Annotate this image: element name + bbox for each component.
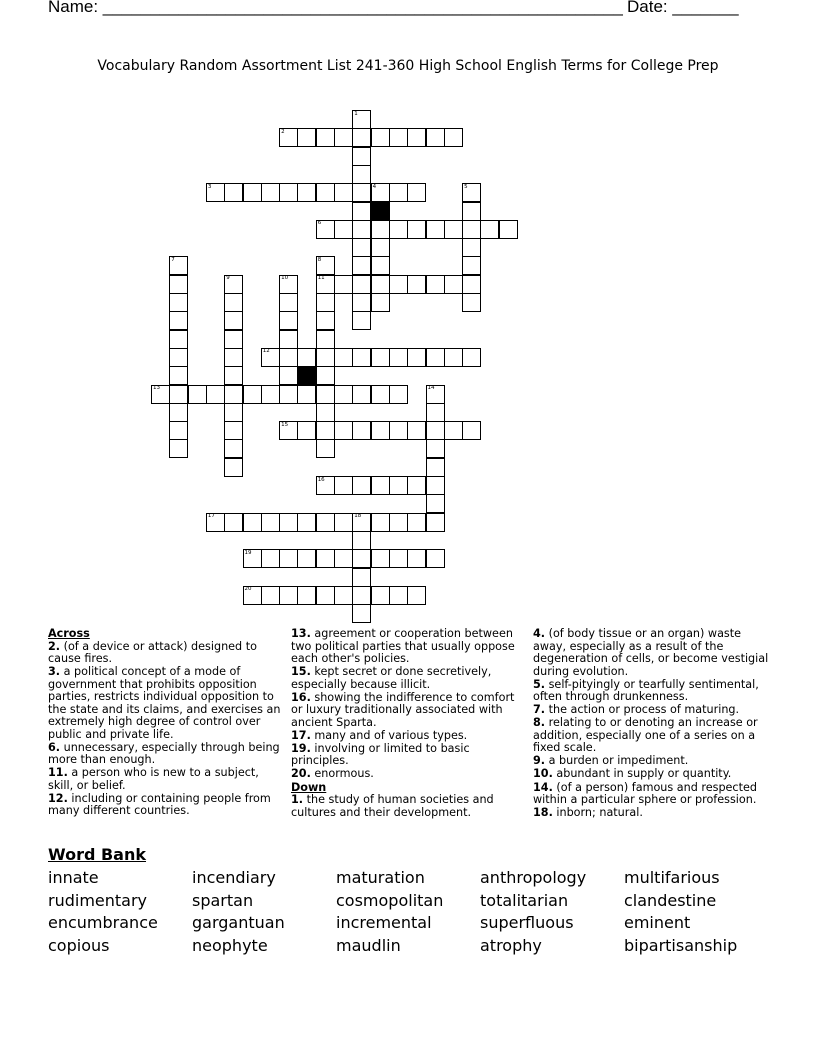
grid-cell[interactable] [352,183,371,202]
clue-number: 19 [244,549,252,556]
down-clue [291,794,527,819]
grid-cell[interactable] [334,549,353,568]
clue-column-2 [291,628,527,820]
across-clue [291,666,527,691]
grid-cell[interactable] [462,421,481,440]
down-clue [533,807,769,820]
clue-text: (of body tissue or an organ) waste away, especially as a result of the degeneration of cells, or become vestigial during evolution. [533,627,769,678]
grid-cell[interactable] [499,220,518,239]
word-bank-word: rudimentary [48,890,148,910]
clue-number: 8. [533,716,546,730]
grid-cell[interactable] [389,128,408,147]
grid-cell[interactable] [352,604,371,623]
clue-number: 14 [427,385,435,391]
grid-cell[interactable] [316,421,335,440]
clue-number: 3 [207,183,212,190]
grid-cell[interactable] [371,513,390,532]
across-clue [48,666,284,741]
down-clue [533,755,769,768]
grid-cell[interactable] [279,311,298,330]
grid-cell[interactable] [279,366,298,385]
word-bank [48,867,788,957]
clue-number: 6. [48,740,61,754]
grid-cell[interactable] [371,256,390,275]
grid-cell[interactable] [444,220,463,239]
grid-cell[interactable] [426,128,445,147]
grid-cell[interactable] [224,348,243,367]
clue-text: a political concept of a mode of government that prohibits opposition parties, restricts individual opposition to the state and its claims, and exercises an extremely high degree of control over public and private life. [48,665,281,741]
clue-number: 3. [48,665,61,679]
across-clue [291,743,527,768]
word-bank-word: clandestine [624,890,717,910]
clue-number: 5 [464,183,468,190]
grid-cell[interactable] [316,183,335,202]
word-bank-word: neophyte [192,935,268,955]
grid-cell[interactable] [334,348,353,367]
black-square [371,202,390,221]
clue-number: 13 [153,385,160,391]
grid-cell[interactable] [297,348,316,367]
grid-cell[interactable] [444,128,463,147]
grid-cell[interactable] [316,549,335,568]
grid-cell[interactable] [224,293,243,312]
word-bank-word: spartan [192,890,254,910]
across-heading: Across [48,627,90,640]
grid-cell[interactable] [426,549,445,568]
grid-cell[interactable] [407,348,426,367]
grid-cell[interactable] [316,586,335,605]
grid-cell[interactable] [224,439,243,458]
grid-cell[interactable] [224,366,243,385]
clue-text: the action or process of maturing. [545,703,740,717]
grid-cell[interactable] [243,183,262,202]
clue-number: 4 [372,183,377,190]
clue-text: involving or limited to basic principles. [291,741,470,768]
grid-cell[interactable] [426,275,445,294]
grid-cell[interactable] [334,586,353,605]
clue-text: the study of human societies and cultures and their development. [291,793,494,819]
word-bank-word: incremental [336,913,432,933]
grid-cell[interactable] [316,385,335,404]
grid-cell[interactable] [316,439,335,458]
grid-cell[interactable] [206,385,225,404]
grid-cell[interactable] [297,586,316,605]
clue-number: 17. [291,728,311,742]
grid-cell[interactable] [334,183,353,202]
grid-cell[interactable] [224,385,243,404]
clue-text: a person who is new to a subject, skill, or belief. [48,766,259,792]
clue-column-3 [533,628,769,820]
grid-cell[interactable] [297,385,316,404]
grid-cell[interactable] [334,421,353,440]
grid-cell[interactable] [316,348,335,367]
grid-cell[interactable] [169,348,188,367]
clue-text: showing the indifference to comfort or luxury traditionally associated with ancient Sparta. [291,690,515,729]
grid-cell[interactable] [352,256,371,275]
grid-cell[interactable] [297,128,316,147]
grid-cell[interactable] [444,348,463,367]
grid-cell[interactable] [426,494,445,513]
grid-cell[interactable] [352,220,371,239]
grid-cell[interactable] [224,403,243,422]
clue-number: 9 [226,275,230,282]
grid-cell[interactable] [389,183,408,202]
grid-cell[interactable] [279,586,298,605]
grid-cell[interactable] [426,220,445,239]
grid-cell[interactable] [352,549,371,568]
grid-cell[interactable] [316,513,335,532]
clue-column-1 [48,628,284,818]
across-clue [291,768,527,781]
grid-cell[interactable] [371,421,390,440]
clue-text: including or containing people from many different countries. [48,791,271,818]
word-bank-word: atrophy [480,935,542,955]
clue-text: inborn; natural. [552,806,643,820]
clue-text: (of a device or attack) designed to cause fires. [48,639,257,665]
grid-cell[interactable] [316,293,335,312]
clue-number: 11 [317,275,325,282]
clue-number: 17 [207,513,215,520]
grid-cell[interactable] [316,403,335,422]
grid-cell[interactable] [352,147,371,166]
word-bank-word: incendiary [192,868,276,887]
across-clue [291,628,527,666]
clue-number: 7 [171,256,175,263]
grid-cell[interactable] [297,549,316,568]
clue-number: 16. [291,690,311,704]
grid-cell[interactable] [169,293,188,312]
grid-cell[interactable] [462,275,481,294]
clue-number: 15 [281,421,289,428]
grid-cell[interactable] [389,348,408,367]
grid-cell[interactable] [352,568,371,587]
grid-cell[interactable] [407,549,426,568]
grid-cell[interactable] [426,513,445,532]
grid-cell[interactable] [480,220,499,239]
grid-cell[interactable] [224,183,243,202]
grid-cell[interactable] [316,366,335,385]
grid-cell[interactable] [352,128,371,147]
grid-cell[interactable] [462,238,481,257]
grid-cell[interactable] [224,513,243,532]
grid-cell[interactable] [352,348,371,367]
grid-cell[interactable] [169,366,188,385]
clue-text: kept secret or done secretively, especially because illicit. [291,665,492,691]
clue-text: self-pityingly or tearfully sentimental, often through drunkenness. [533,677,759,704]
down-clue [533,628,769,678]
grid-cell[interactable] [389,421,408,440]
grid-cell[interactable] [297,183,316,202]
grid-cell[interactable] [371,238,390,257]
grid-cell[interactable] [407,220,426,239]
clue-number: 20 [244,586,252,593]
clue-number: 15. [291,665,311,679]
grid-cell[interactable] [169,330,188,349]
grid-cell[interactable] [169,403,188,422]
clue-number: 5. [533,677,546,691]
grid-cell[interactable] [169,421,188,440]
grid-cell[interactable] [352,165,371,184]
grid-cell[interactable] [334,513,353,532]
grid-cell[interactable] [224,458,243,477]
grid-cell[interactable] [389,513,408,532]
grid-cell[interactable] [334,476,353,495]
grid-cell[interactable] [462,256,481,275]
clue-number: 16 [317,476,325,483]
down-clue [533,704,769,717]
word-bank-word: encumbrance [48,913,158,933]
grid-cell[interactable] [444,421,463,440]
clue-text: (of a person) famous and respected within a particular sphere or profession. [533,780,757,807]
grid-cell[interactable] [371,549,390,568]
grid-cell[interactable] [371,275,390,294]
grid-cell[interactable] [188,385,207,404]
grid-cell[interactable] [444,275,463,294]
clue-number: 4. [533,627,546,640]
clue-number: 18. [533,806,553,820]
clue-number: 6 [317,220,322,227]
grid-cell[interactable] [389,476,408,495]
grid-cell[interactable] [407,586,426,605]
name-line[interactable]: Name: _______________________________________________________ [48,0,623,16]
page-title: Vocabulary Random Assortment List 241-360 High School English Terms for College Prep [97,58,719,74]
grid-cell[interactable] [243,385,262,404]
across-clue [291,730,527,743]
clue-number: 7. [533,703,546,717]
grid-cell[interactable] [297,513,316,532]
grid-cell[interactable] [352,385,371,404]
word-bank-word: maudlin [336,935,401,955]
grid-cell[interactable] [371,586,390,605]
clue-number: 12. [48,791,68,805]
clue-number: 10 [281,275,289,282]
clue-number: 20. [291,767,311,781]
grid-cell[interactable] [224,330,243,349]
grid-cell[interactable] [371,220,390,239]
grid-cell[interactable] [334,220,353,239]
grid-cell[interactable] [352,238,371,257]
grid-cell[interactable] [371,293,390,312]
clue-number: 18 [354,513,362,520]
clue-number: 2. [48,639,61,653]
grid-cell[interactable] [462,293,481,312]
grid-cell[interactable] [279,549,298,568]
across-clue [291,692,527,730]
word-bank-word: multifarious [624,868,720,887]
word-bank-word: gargantuan [192,913,285,933]
clue-number: 9. [533,754,546,768]
grid-cell[interactable] [352,476,371,495]
grid-cell[interactable] [334,385,353,404]
clue-text: many and of various types. [310,728,468,742]
clue-number: 11. [48,766,68,780]
grid-cell[interactable] [169,275,188,294]
grid-cell[interactable] [279,330,298,349]
grid-cell[interactable] [426,403,445,422]
grid-cell[interactable] [261,385,280,404]
grid-cell[interactable] [426,458,445,477]
grid-cell[interactable] [261,549,280,568]
clue-number: 8 [317,256,322,263]
clue-number: 12 [262,348,270,355]
grid-cell[interactable] [279,183,298,202]
date-line[interactable]: Date: _______ [627,0,739,16]
grid-cell[interactable] [352,202,371,221]
grid-cell[interactable] [261,586,280,605]
grid-cell[interactable] [462,348,481,367]
word-bank-word: copious [48,935,110,955]
grid-cell[interactable] [261,183,280,202]
across-clue [48,742,284,767]
grid-cell[interactable] [352,311,371,330]
across-clue [48,767,284,792]
grid-cell[interactable] [462,202,481,221]
grid-cell[interactable] [352,275,371,294]
grid-cell[interactable] [407,476,426,495]
word-bank-word: bipartisanship [624,935,738,955]
clue-number: 1 [354,110,358,117]
grid-cell[interactable] [407,128,426,147]
grid-cell[interactable] [389,549,408,568]
grid-cell[interactable] [334,275,353,294]
grid-cell[interactable] [169,311,188,330]
grid-cell[interactable] [169,385,188,404]
grid-cell[interactable] [352,421,371,440]
grid-cell[interactable] [352,586,371,605]
clue-text: abundant in supply or quantity. [552,767,732,781]
grid-cell[interactable] [169,439,188,458]
clue-text: agreement or cooperation between two political parties that usually oppose each other's policies. [291,627,515,665]
grid-cell[interactable] [389,220,408,239]
word-bank-word: cosmopolitan [336,890,444,910]
clue-number: 14. [533,780,553,794]
grid-cell[interactable] [261,513,280,532]
black-square [297,366,316,385]
grid-cell[interactable] [279,348,298,367]
grid-cell[interactable] [371,476,390,495]
clue-text: enormous. [310,767,374,781]
clue-text: a burden or impediment. [545,754,689,768]
down-clue [533,768,769,781]
down-clue [533,782,769,807]
word-bank-word: maturation [336,868,425,887]
grid-cell[interactable] [224,421,243,440]
clue-number: 13. [291,627,311,640]
grid-cell[interactable] [371,128,390,147]
grid-cell[interactable] [279,293,298,312]
grid-cell[interactable] [243,513,262,532]
across-clue [48,793,284,818]
word-bank-word: innate [48,868,99,887]
clue-number: 1. [291,793,304,807]
across-clue [48,641,284,666]
grid-cell[interactable] [371,348,390,367]
grid-cell[interactable] [297,421,316,440]
word-bank-word: superfluous [480,913,574,933]
clue-number: 10. [533,767,553,781]
clue-number: 19. [291,741,311,755]
grid-cell[interactable] [279,513,298,532]
down-clue [533,717,769,755]
grid-cell[interactable] [316,311,335,330]
grid-cell[interactable] [462,220,481,239]
clue-number: 2 [281,128,285,135]
grid-cell[interactable] [371,385,390,404]
grid-cell[interactable] [316,330,335,349]
clue-text: relating to or denoting an increase or addition, especially one of a series on a fixed scale. [533,716,758,755]
grid-cell[interactable] [407,513,426,532]
grid-cell[interactable] [426,476,445,495]
word-bank-word: anthropology [480,868,587,887]
grid-cell[interactable] [407,275,426,294]
grid-cell[interactable] [279,385,298,404]
grid-cell[interactable] [426,439,445,458]
word-bank-title: Word Bank [48,845,147,864]
grid-cell[interactable] [389,385,408,404]
grid-cell[interactable] [389,586,408,605]
clue-text: unnecessary, especially through being more than enough. [48,740,280,767]
grid-cell[interactable] [426,348,445,367]
grid-cell[interactable] [352,293,371,312]
grid-cell[interactable] [224,311,243,330]
word-bank-word: eminent [624,913,691,933]
grid-cell[interactable] [426,421,445,440]
grid-cell[interactable] [316,128,335,147]
grid-cell[interactable] [334,128,353,147]
down-clue [533,679,769,704]
grid-cell[interactable] [389,275,408,294]
word-bank-word: totalitarian [480,890,569,910]
grid-cell[interactable] [407,421,426,440]
grid-cell[interactable] [352,531,371,550]
down-heading: Down [291,780,327,794]
grid-cell[interactable] [407,183,426,202]
